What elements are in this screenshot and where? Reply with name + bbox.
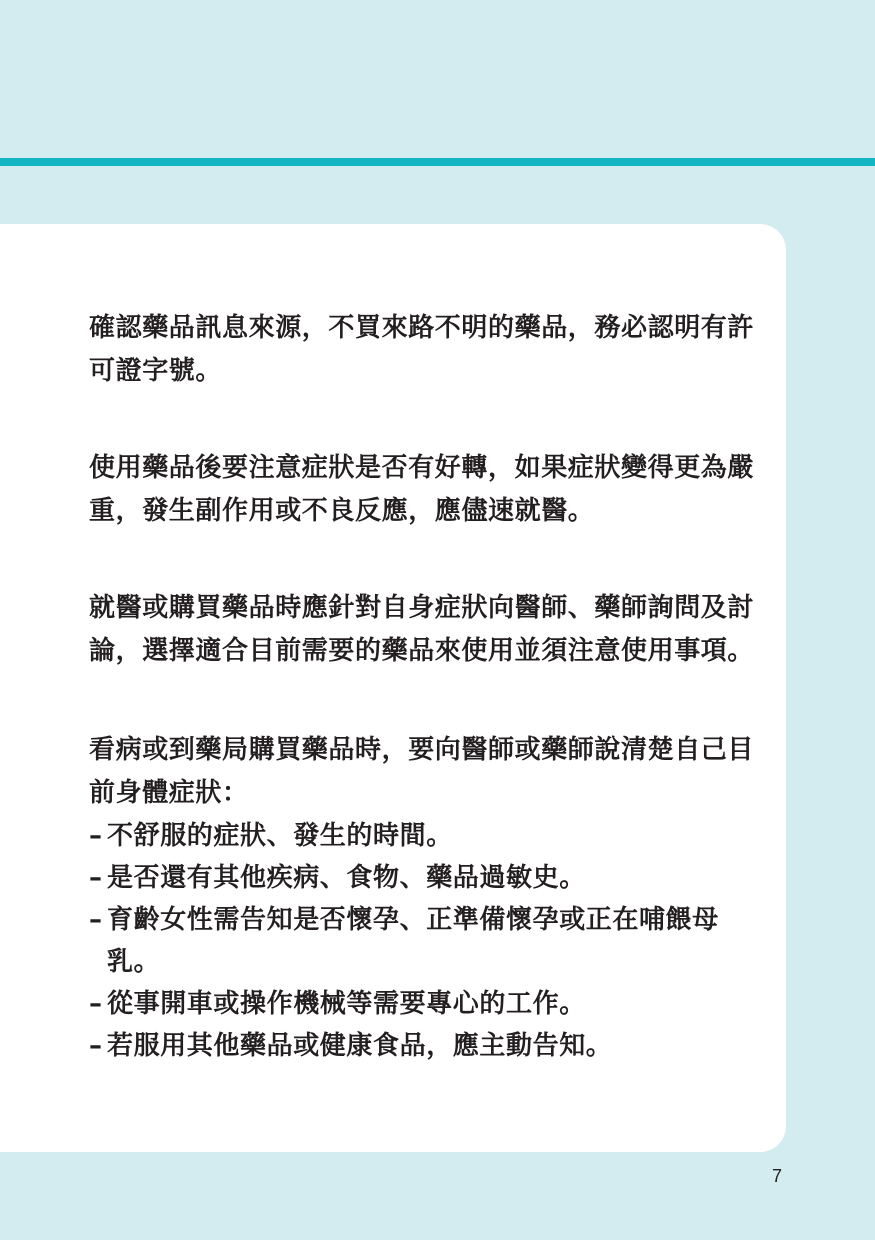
header-accent-rule [0, 158, 875, 166]
tips-content [89, 307, 759, 1067]
list-item [89, 1025, 759, 1067]
list-item-text: 不舒服的症狀、發生的時間。 [107, 821, 453, 851]
list-item [89, 983, 759, 1025]
page-number: 7 [772, 1166, 783, 1186]
tip-paragraph-2: 使用藥品後要注意症狀是否有好轉，如果症狀變得更為嚴重，發生副作用或不良反應，應儘速就醫。 [89, 453, 755, 526]
dash-bullet-icon: – [89, 863, 103, 893]
tip-paragraph-4-intro: 看病或到藥局購買藥品時，要向醫師或藥師說清楚自己目前身體症狀： [89, 735, 755, 808]
list-item-text: 若服用其他藥品或健康食品，應主動告知。 [107, 1031, 613, 1061]
list-item [89, 899, 759, 983]
list-item-text: 育齡女性需告知是否懷孕、正準備懷孕或正在哺餵母乳。 [107, 905, 719, 977]
tip-paragraph-1: 確認藥品訊息來源，不買來路不明的藥品，務必認明有許可證字號。 [89, 313, 755, 386]
dash-bullet-icon: – [89, 989, 103, 1019]
list-item [89, 857, 759, 899]
symptom-checklist [89, 815, 759, 1067]
list-item [89, 815, 759, 857]
tip-paragraph-3: 就醫或購買藥品時應針對自身症狀向醫師、藥師詢問及討論，選擇適合目前需要的藥品來使用並須注意使用事項。 [89, 593, 755, 666]
list-item-text: 是否還有其他疾病、食物、藥品過敏史。 [107, 863, 586, 893]
dash-bullet-icon: – [89, 1031, 103, 1061]
dash-bullet-icon: – [89, 905, 103, 935]
list-item-text: 從事開車或操作機械等需要專心的工作。 [107, 989, 586, 1019]
dash-bullet-icon: – [89, 821, 103, 851]
